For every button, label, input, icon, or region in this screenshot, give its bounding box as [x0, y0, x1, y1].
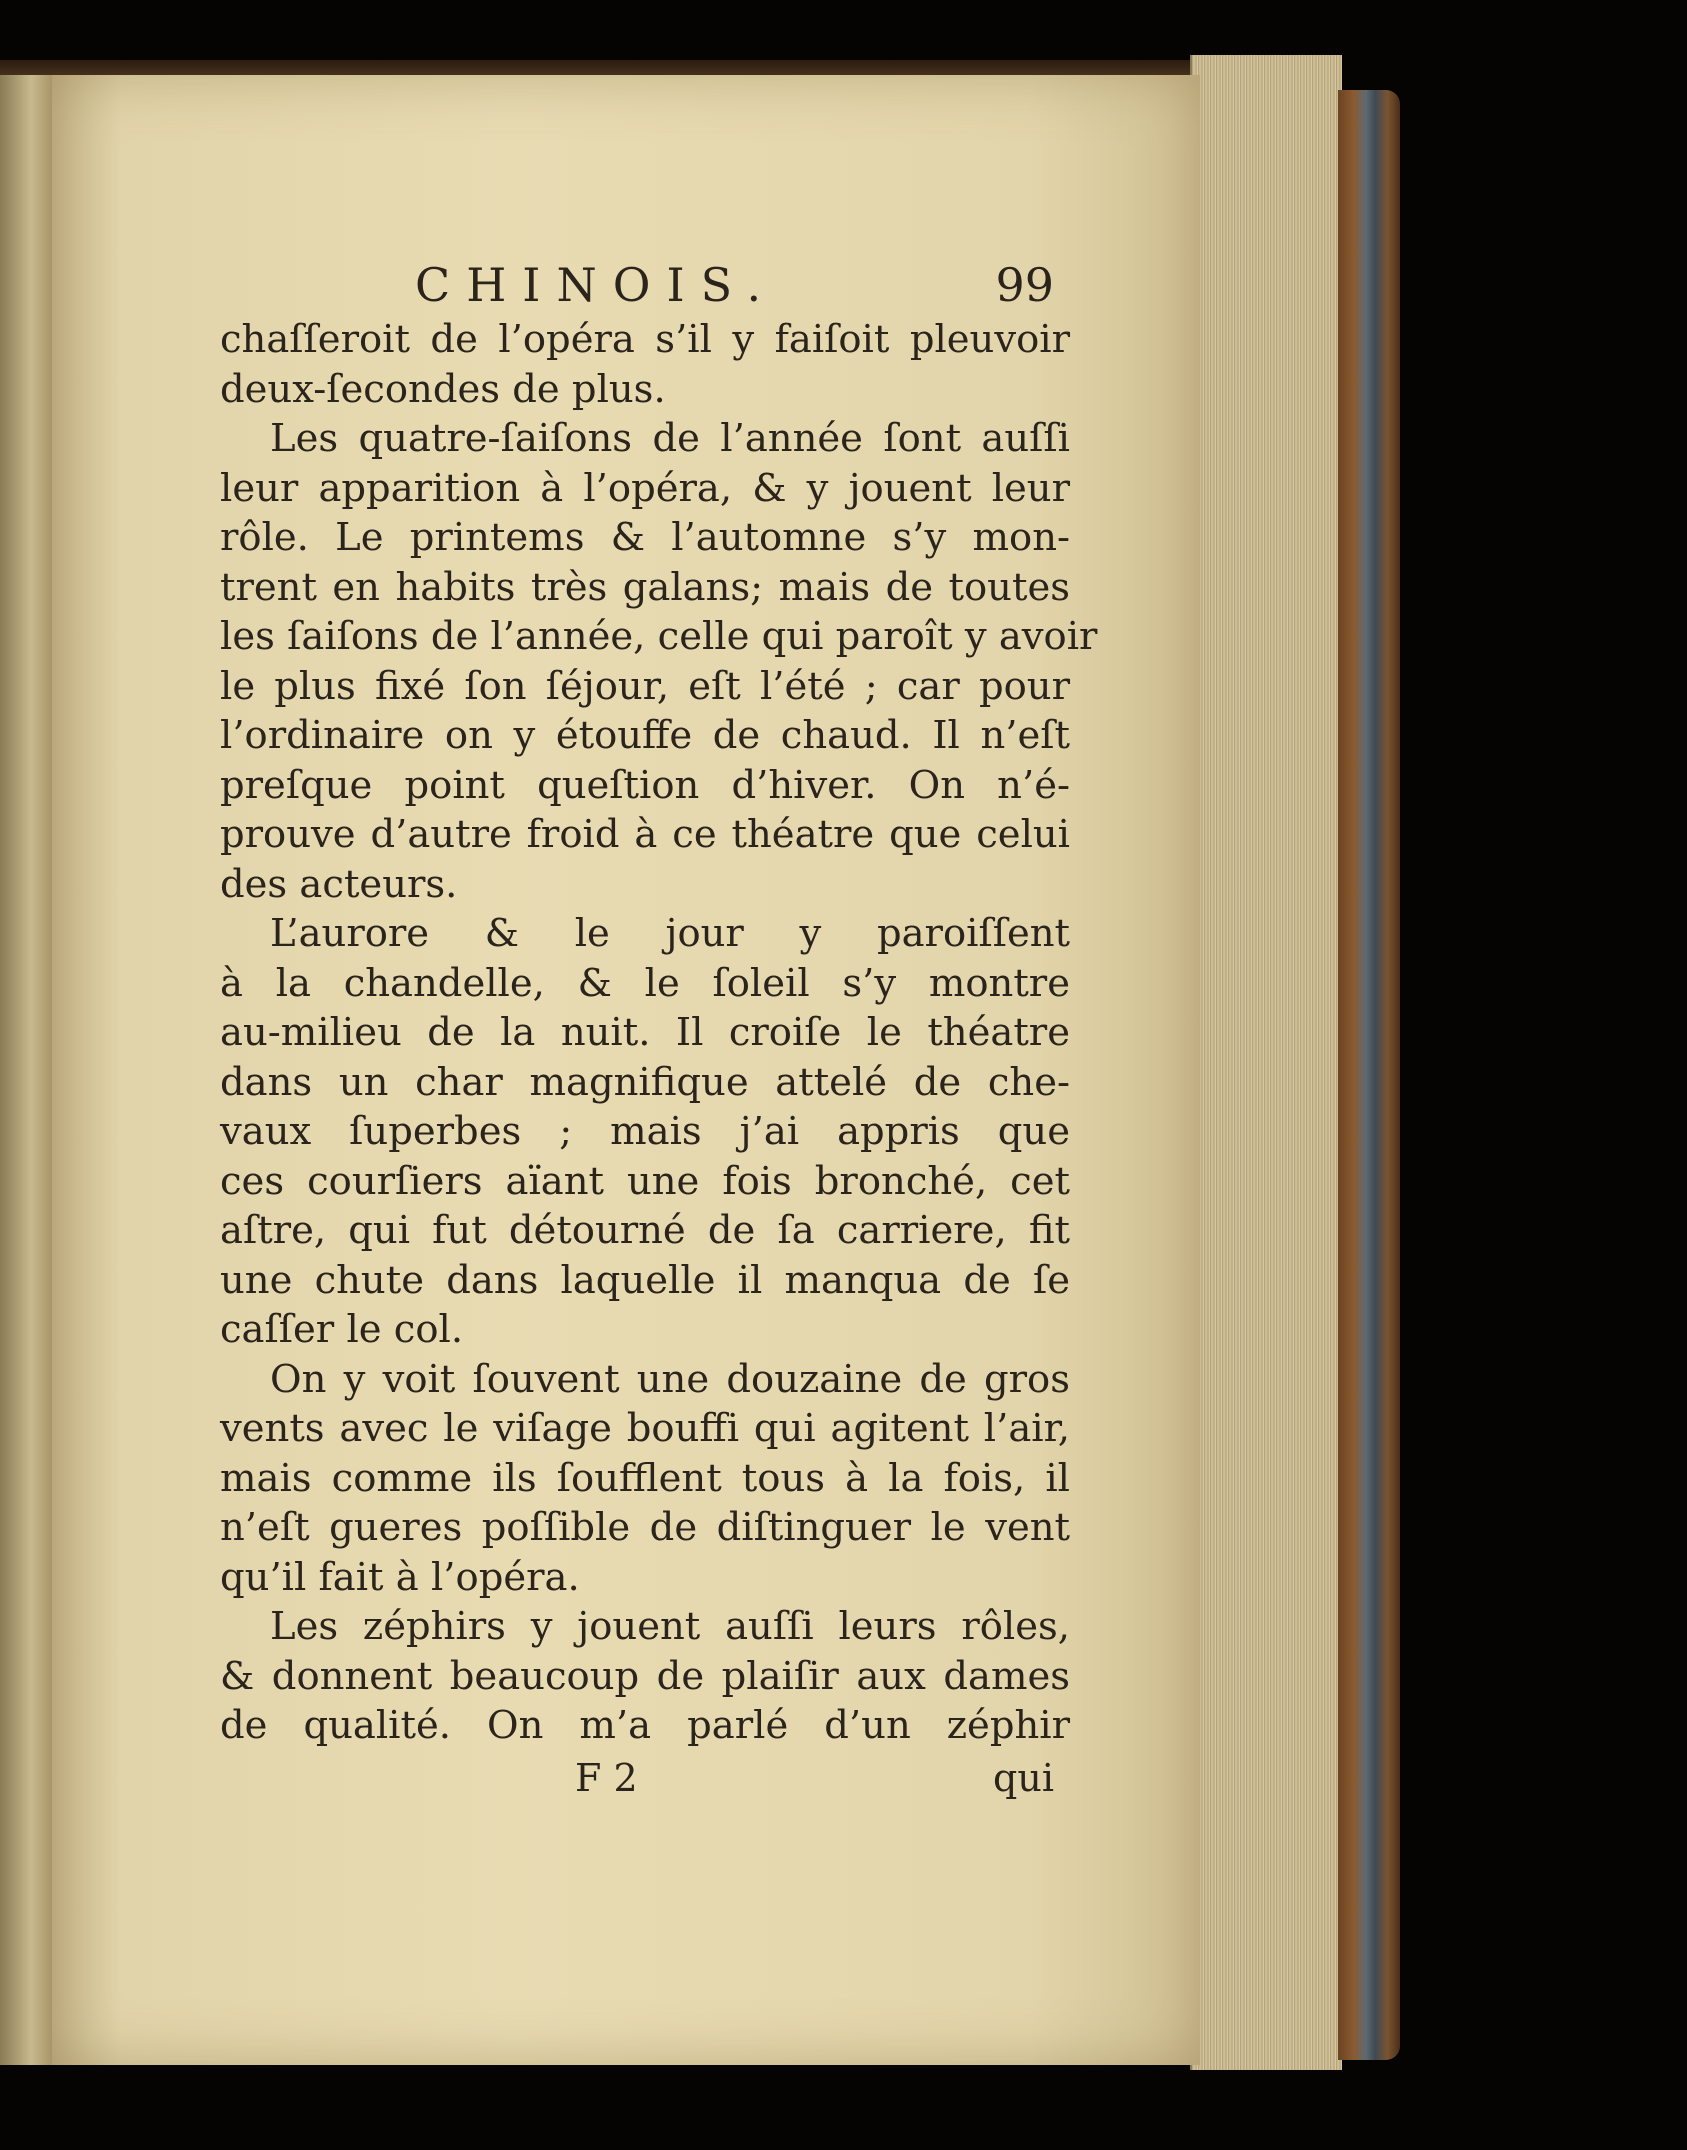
text-line: preſque point queſtion d’hiver. On n’é- — [220, 762, 1070, 808]
signature-mark: F 2 — [575, 1755, 638, 1800]
text-line: l’ordinaire on y étouffe de chaud. Il n’eſt — [220, 713, 1070, 758]
running-head: CHINOIS. — [415, 258, 778, 312]
text-line: au-milieu de la nuit. Il croiſe le théatre — [220, 1010, 1070, 1055]
text-line: ces courſiers aïant une fois bronché, cet — [220, 1158, 1070, 1204]
page-number: 99 — [995, 258, 1054, 312]
text-line: & donnent beaucoup de plaiſir aux dames — [220, 1653, 1070, 1699]
text-line: dans un char magnifique attelé de che- — [220, 1059, 1070, 1105]
text-line: caſſer le col. — [220, 1307, 464, 1352]
text-line: deux-ſecondes de plus. — [220, 366, 666, 412]
text-line: mais comme ils ſoufflent tous à la fois, il — [220, 1455, 1070, 1501]
text-line: leur apparition à l’opéra, & y jouent leur — [220, 465, 1070, 511]
text-line: à la chandelle, & le ſoleil s’y montre — [220, 960, 1070, 1006]
text-line: des acteurs. — [220, 861, 458, 907]
text-line: de qualité. On m’a parlé d’un zéphir — [220, 1703, 1070, 1748]
text-line: chaſſeroit de l’opéra s’il y faiſoit pleuvoir — [220, 317, 1070, 362]
text-line: On y voit ſouvent une douzaine de gros — [270, 1356, 1070, 1402]
page-header — [220, 255, 1070, 315]
text-line: n’eſt gueres poſſible de diſtinguer le vent — [220, 1505, 1070, 1550]
text-line: aſtre, qui fut détourné de ſa carriere, fit — [220, 1208, 1070, 1253]
text-line: le plus fixé ſon ſéjour, eſt l’été ; car pour — [220, 663, 1070, 709]
text-line: rôle. Le printems & l’automne s’y mon- — [220, 515, 1070, 560]
text-line: qu’il fait à l’opéra. — [220, 1554, 580, 1600]
text-line: Les quatre-ſaiſons de l’année ſont auſſi — [270, 416, 1070, 461]
text-line: les ſaiſons de l’année, celle qui paroît y avoir — [220, 614, 1098, 659]
left-page-edge — [0, 75, 54, 2065]
text-line: vents avec le viſage bouffi qui agitent l’air, — [220, 1406, 1070, 1451]
text-line: trent en habits très galans; mais de toutes — [220, 564, 1070, 610]
page-stack-edge — [1190, 55, 1342, 2070]
cover-edge — [1338, 90, 1400, 2060]
page-text-block — [220, 255, 1098, 1808]
text-line: prouve d’autre froid à ce théatre que celui — [220, 812, 1070, 857]
text-line: vaux ſuperbes ; mais j’ai appris que — [220, 1109, 1070, 1154]
catchword: qui — [993, 1755, 1054, 1800]
page-footer — [220, 1753, 1070, 1808]
body-text — [220, 315, 1098, 1751]
text-line: une chute dans laquelle il manqua de ſe — [220, 1257, 1070, 1303]
text-line: Les zéphirs y jouent auſſi leurs rôles, — [270, 1604, 1070, 1649]
text-line: L’aurore & le jour y paroiſſent — [270, 911, 1070, 956]
